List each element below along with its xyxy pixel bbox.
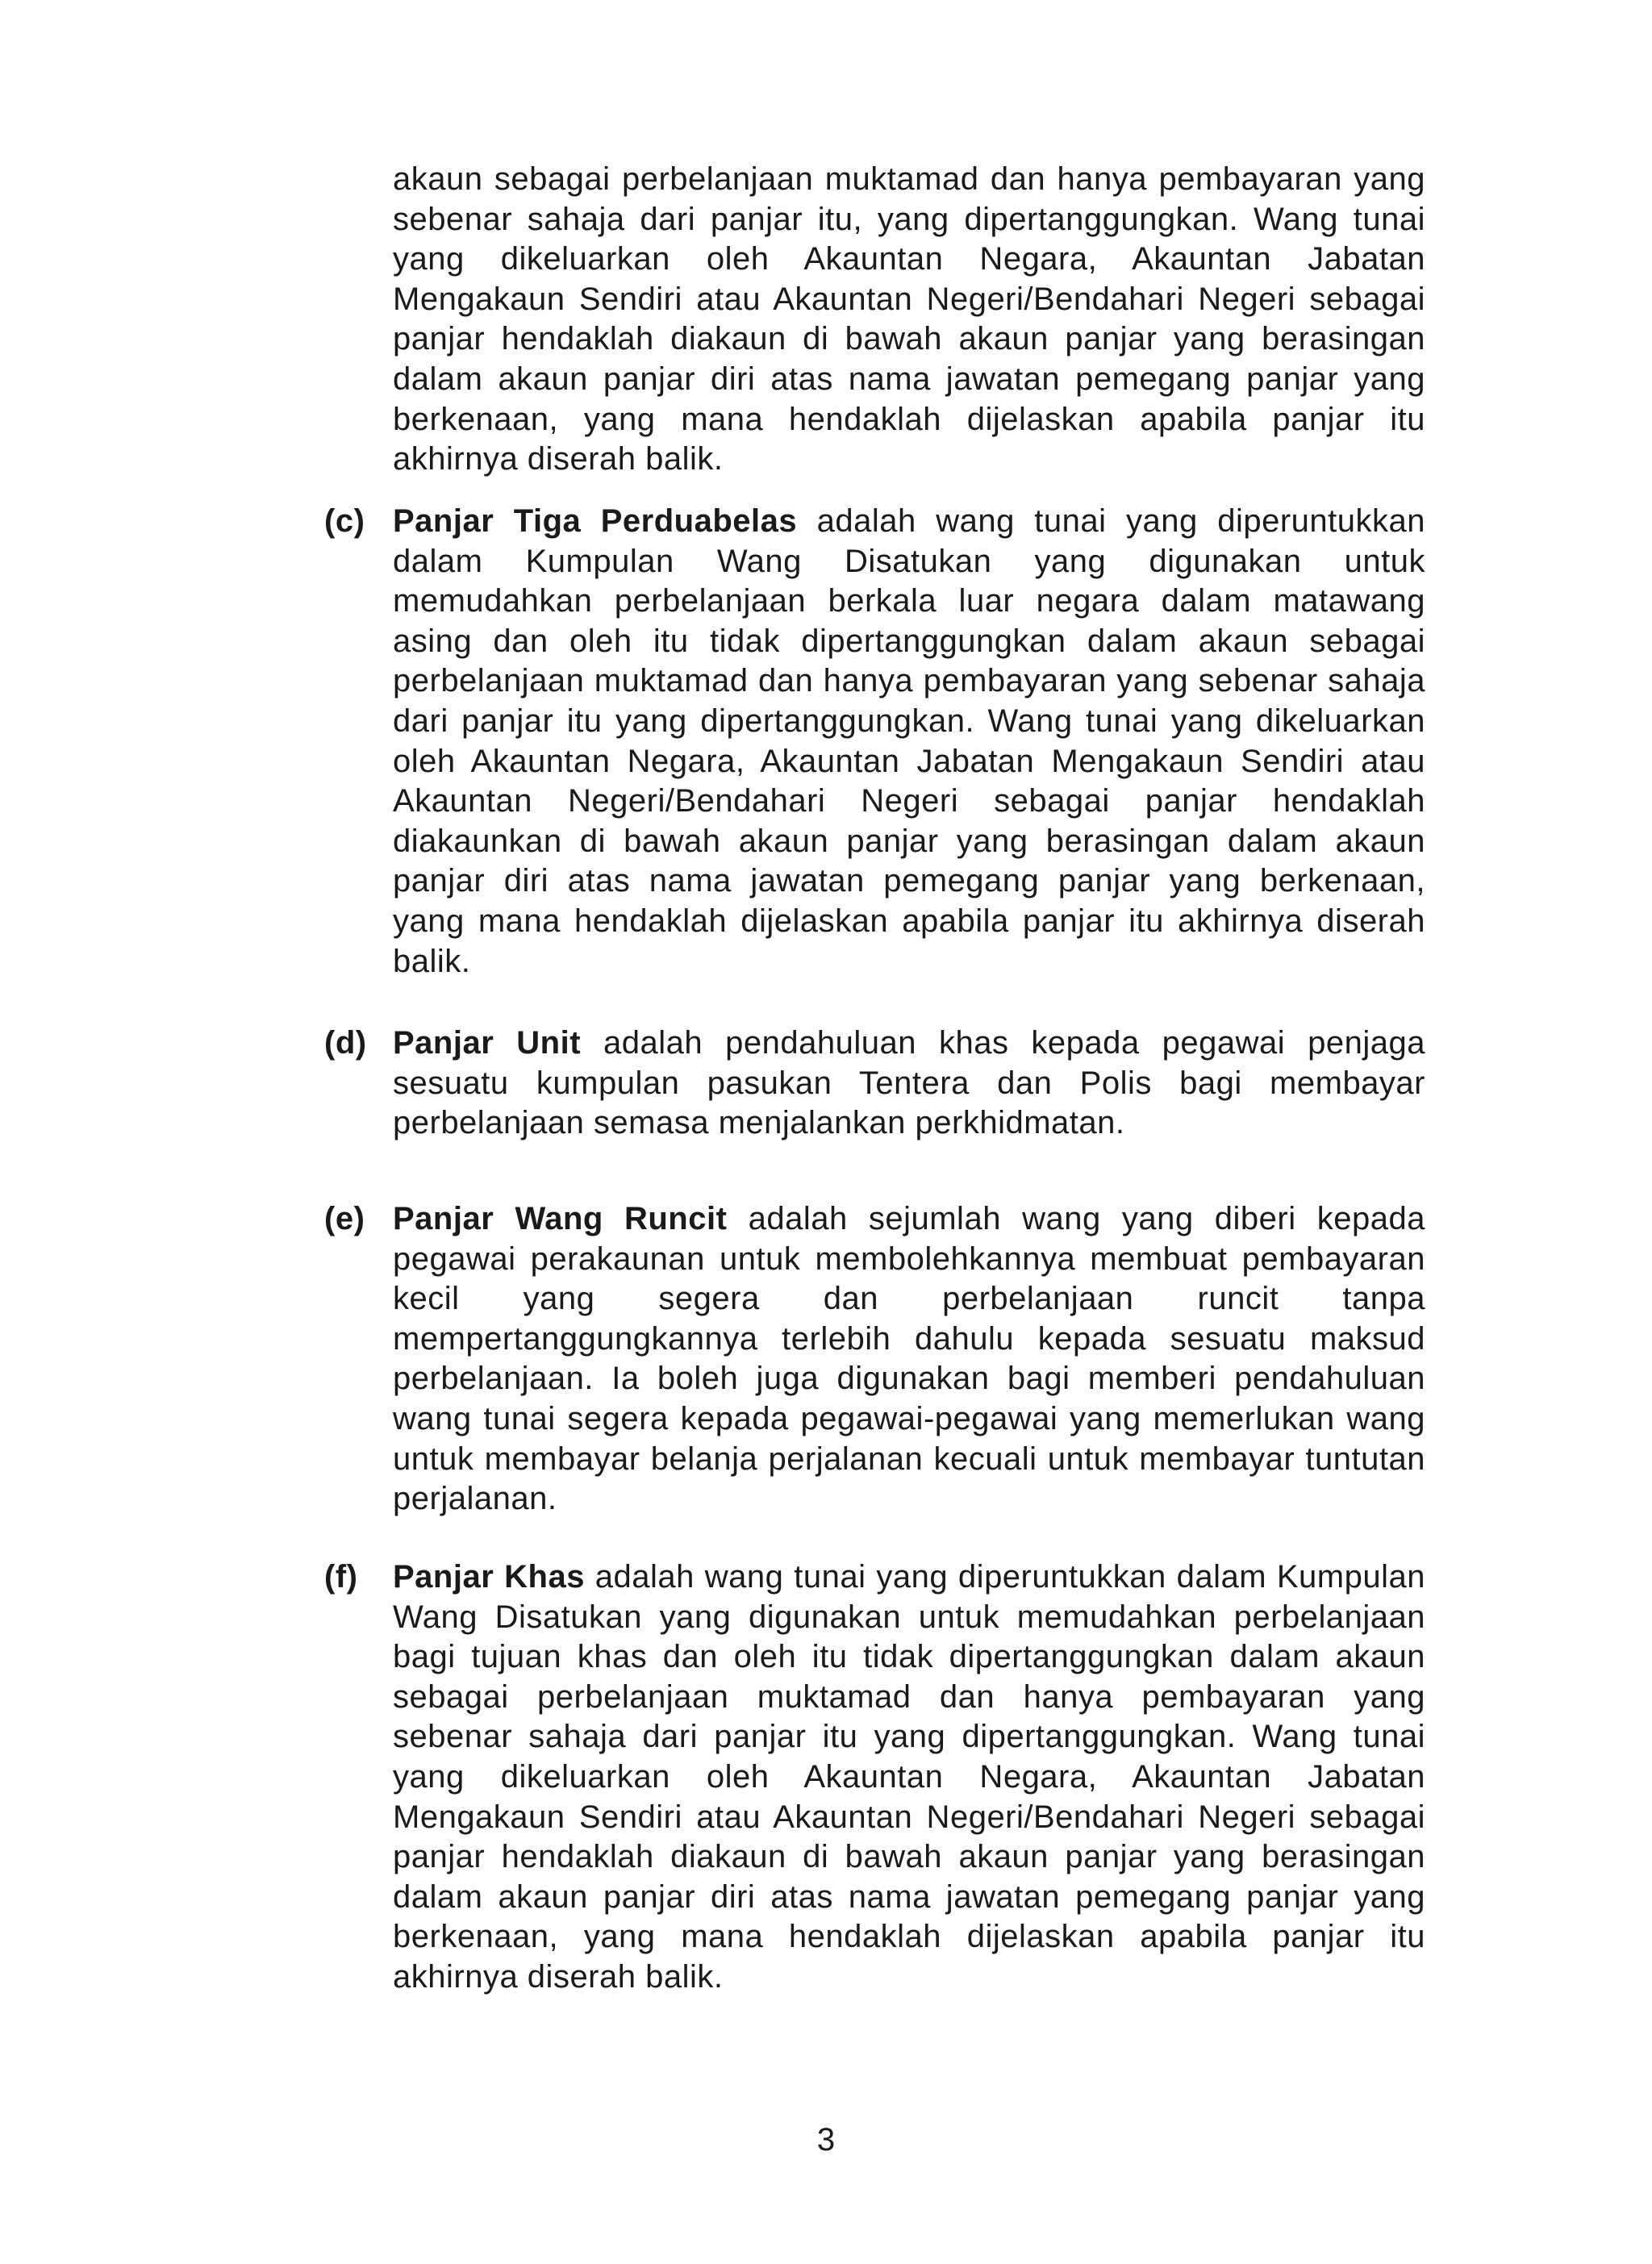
item-term: Panjar Unit — [393, 1025, 582, 1061]
list-item-e — [324, 1199, 1425, 1520]
item-term: Panjar Wang Runcit — [393, 1201, 728, 1236]
item-text: adalah sejumlah wang yang diberi kepada pegawai perakaunan untuk membolehkannya membuat pembayaran kecil yang segera dan perbelanjaan runcit tanpa mempertanggungkannya terlebih dahulu kepada sesuatu maksud perbelanjaan. Ia boleh juga digunakan bagi memberi pendahuluan wang tunai segera kepada pegawai-pegawai yang memerlukan wang untuk membayar belanja perjalanan kecuali untuk membayar tuntutan perjalanan. — [393, 1201, 1425, 1517]
continuation-paragraph: akaun sebagai perbelanjaan muktamad dan hanya pembayaran yang sebenar sahaja dari panjar itu, yang dipertanggungkan. Wang tunai yang dikeluarkan oleh Akauntan Negara, Akauntan Jabatan Mengakaun Sendiri atau Akauntan Negeri/Bendahari Negeri sebagai panjar hendaklah diakaun di bawah akaun panjar yang berasingan dalam akaun panjar diri atas nama jawatan pemegang panjar yang berkenaan, yang mana hendaklah dijelaskan apabila panjar itu akhirnya diserah balik. — [393, 161, 1425, 477]
item-text: adalah wang tunai yang diperuntukkan dalam Kumpulan Wang Disatukan yang digunakan untuk memudahkan perbelanjaan berkala luar negara dalam matawang asing dan oleh itu tidak dipertanggungkan dalam akaun sebagai perbelanjaan muktamad dan hanya pembayaran yang sebenar sahaja dari panjar itu yang dipertanggungkan. Wang tunai yang dikeluarkan oleh Akauntan Negara, Akauntan Jabatan Mengakaun Sendiri atau Akauntan Negeri/Bendahari Negeri sebagai panjar hendaklah diakaunkan di bawah akaun panjar yang berasingan dalam akaun panjar diri atas nama jawatan pemegang panjar yang berkenaan, yang mana hendaklah dijelaskan apabila panjar itu akhirnya diserah balik. — [393, 503, 1425, 979]
list-item-f — [324, 1557, 1425, 1998]
item-term: Panjar Khas — [393, 1559, 585, 1595]
item-letter: (c) — [324, 503, 365, 539]
page-number: 3 — [816, 2122, 836, 2158]
item-term: Panjar Tiga Perduabelas — [393, 503, 798, 539]
list-item-d — [324, 1024, 1426, 1144]
item-letter: (f) — [324, 1559, 358, 1595]
list-item-c — [324, 502, 1425, 982]
item-text: adalah wang tunai yang diperuntukkan dalam Kumpulan Wang Disatukan yang digunakan untuk memudahkan perbelanjaan bagi tujuan khas dan oleh itu tidak dipertanggungkan dalam akaun sebagai perbelanjaan muktamad dan hanya pembayaran yang sebenar sahaja dari panjar itu yang dipertanggungkan. Wang tunai yang dikeluarkan oleh Akauntan Negara, Akauntan Jabatan Mengakaun Sendiri atau Akauntan Negeri/Bendahari Negeri sebagai panjar hendaklah diakaun di bawah akaun panjar yang berasingan dalam akaun panjar diri atas nama jawatan pemegang panjar yang berkenaan, yang mana hendaklah dijelaskan apabila panjar itu akhirnya diserah balik. — [393, 1559, 1425, 1995]
item-text: adalah pendahuluan khas kepada pegawai penjaga sesuatu kumpulan pasukan Tentera dan Polis bagi membayar perbelanjaan semasa menjalankan perkhidmatan. — [393, 1025, 1426, 1141]
item-letter: (d) — [324, 1025, 367, 1061]
item-letter: (e) — [324, 1201, 365, 1236]
